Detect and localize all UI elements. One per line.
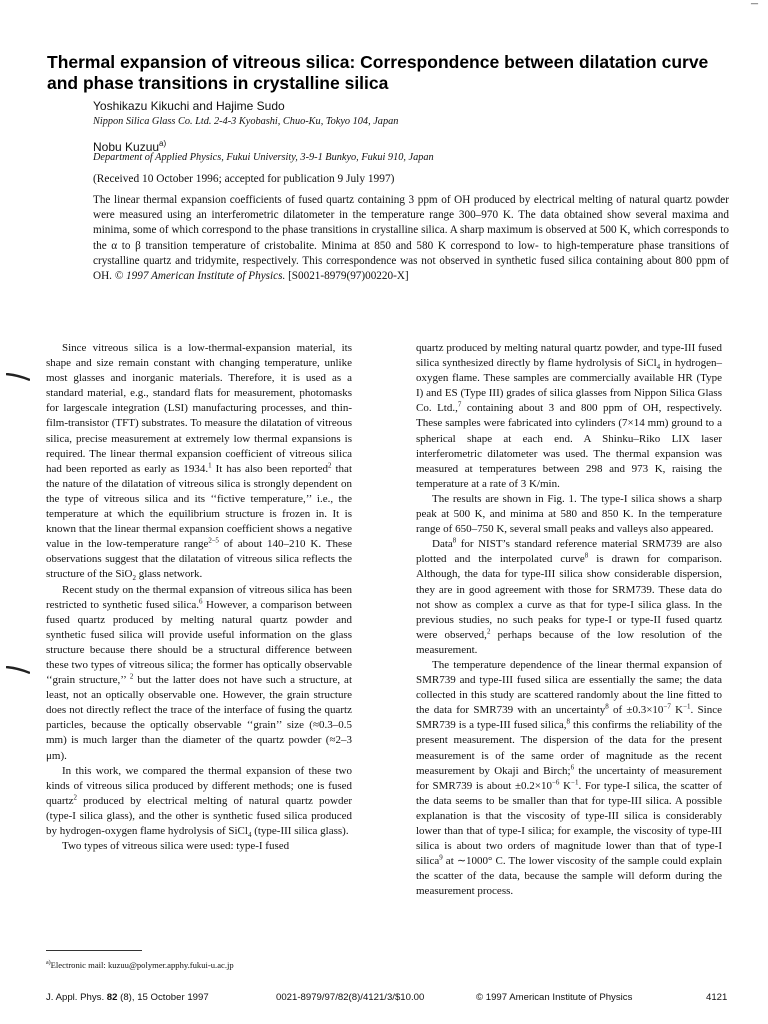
paragraph: The temperature dependence of the linear thermal expansion of SMR739 and type-III fused silica are essentially the same; the data collected in this study are scattered randomly about the line fitted to the data for SMR739 with an uncertainty$^8$ of $\pm 0.3\times 10^{-7}$ $K^{-1}$. Since SMR739 is a type-III fused silica,$^8$ this confirms the reliability of the present measurement. The dispersion of the data for the present measurement is of the same order of magnitude as the recent measurement by Okaji and Birch;$^6$ the uncertainty of measurement for SMR739 is about $\pm 0.2\times 10^{-6}$ $K^{-1}$. For type-I silica, the scatter of the data seems to be smaller than that for type-III silica. A possible explanation is that the viscosity of type-III silica is considerably lower than that of type-I silica; for example, the viscosity of type-III silica is about two orders of magnitude lower than that of type-I silica$^9$ at ∼1000° C. The lower viscosity of the sample could explain the scatter of the data, because the sample will deform during the measurement process.	[416, 658, 722, 898]
abstract-text: The linear thermal expansion coefficients of fused quartz containing 3 ppm of OH produced by electrical melting of natural quartz powder were measured using an interferometric dilatometer in the temperature range 300–970 K. The data obtained show several maxima and minima, some of which correspond to the phase transitions in crystalline silica. A sharp maximum is observed at 500 K, which corresponds to the α to β transition temperature of cristobalite. Minima at 850 and 580 K correspond to low- to high-temperature phase transitions of crystalline quartz and tridymite, respectively. This correspondence was not observed in synthetic fused silica containing about 800 ppm of OH.	[93, 194, 729, 283]
authors-line-1: Yoshikazu Kikuchi and Hajime Sudo	[93, 99, 285, 113]
paragraph: Two types of vitreous silica were used: type-I fused	[62, 840, 290, 853]
footnote-mark: a)	[46, 960, 51, 966]
footer-citation: J. Appl. Phys. 82 (8), 15 October 1997	[46, 992, 209, 1003]
footnote-rule	[46, 950, 142, 951]
affiliation-2: Department of Applied Physics, Fukui University, 3-9-1 Bunkyo, Fukui 910, Japan	[93, 152, 434, 163]
footnote-text: Electronic mail: kuzuu@polymer.apphy.fukui-u.ac.jp	[50, 959, 234, 970]
paragraph: Data$^8$ for NIST’s standard reference material SRM739 are also plotted and the interpolated curve$^8$ is drawn for comparison. Although, the data for type-III silica show considerable dispersion, they are in good agreement with those for SRM739. These data do not show as complex a curve as that for type-I silica glass. In the previous studies, no such peaks for type-I or type-II fused quartz were observed,$^2$ perhaps because of the low resolution of the measurement.	[416, 536, 722, 656]
author-footnote-mark: a)	[159, 139, 167, 148]
received-dates: (Received 10 October 1996; accepted for publication 9 July 1997)	[93, 173, 395, 185]
footnote	[46, 958, 366, 971]
footer-code: 0021-8979/97/82(8)/4121/3/$10.00	[276, 992, 425, 1003]
margin-tick-mark	[6, 373, 30, 381]
right-column	[416, 341, 722, 899]
page-number: 4121	[706, 992, 728, 1003]
article-title: Thermal expansion of vitreous silica: Correspondence between dilatation curve and phase transitions in crystalline silica	[47, 52, 709, 93]
abstract-copyright: © 1997 American Institute of Physics.	[114, 270, 286, 283]
paragraph: The results are shown in Fig. 1. The type-I silica shows a sharp peak at 500 K, and minima at 580 and 850 K. In the temperature range of 650–750 K, several small peaks and valleys also appeared.	[416, 492, 722, 536]
paragraph: Recent study on the thermal expansion of vitreous silica has been restricted to synthetic fused silica.$^6$ However, a comparison between fused quartz produced by melting natural quartz powder and synthetic fused silica will provide useful information on the glass structure because there should be a structural difference between these two types of vitreous silica; the former has optically observable ‘‘grain structure,’’ $^2$ but the latter does not have such a structure, at least, not an optically observable one. However, the grain structure does not directly reflect the trace of the interface of fusing the quartz particles, because the optically observable ‘‘grain’’ size (≈0.3–0.5 mm) is much larger than the diameter of the quartz powder (≈2–3 μm).	[46, 583, 352, 762]
abstract	[93, 193, 729, 284]
footer-copyright: © 1997 American Institute of Physics	[476, 992, 633, 1003]
abstract-code: [S0021-8979(97)00220-X]	[288, 270, 409, 283]
corner-mark: –	[751, 0, 758, 11]
affiliation-1: Nippon Silica Glass Co. Ltd. 2-4-3 Kyobashi, Chuo-Ku, Tokyo 104, Japan	[93, 116, 399, 127]
paragraph: quartz produced by melting natural quartz powder, and type-III fused silica synthesized directly by flame hydrolysis of SiCl$_4$ in hydrogen–oxygen flame. These samples are commercially available HR (Type I) and ES (Type III) grades of silica glasses from Nippon Silica Glass Co. Ltd.,$^7$ containing about 3 and 800 ppm of OH, respectively. These samples were fabricated into cylinders (7×14 mm) ground to a spherical shape at each end. A Shinku–Riko LIX laser interferometric dilatometer was used. The thermal expansion was measured at temperatures between 298 and 973 K, raising the temperature at a rate of 3 K/min.	[416, 342, 722, 490]
margin-tick-mark	[6, 666, 30, 674]
author-name: Nobu Kuzuu	[93, 140, 160, 154]
paragraph: Since vitreous silica is a low-thermal-expansion material, its shape and size remain constant with changing temperature, unlike most glasses and inorganic materials. Therefore, it is used as a standard material, e.g., standard flats for measurement, photomasks for largescale integration (LSI) manufacturing processes, and thin-film-transistor (TFT) substrates. To measure the dilatation of vitreous silica, precise measurement at extremely low thermal expansions is required. The linear thermal expansion coefficient of vitreous silica had been reported as early as 1934.$^1$ It has also been reported$^2$ that the nature of the dilatation of vitreous silica is strongly dependent on the type of vitreous silica and its ‘‘fictive temperature,’’ i.e., the temperature at which the equilibrium structure is frozen in. It is known that the linear thermal expansion coefficient shows a negative value in the low-temperature range$^{2-5}$ of about 140–210 K. These observations suggest that the dilatation of vitreous silica reflects the structure of the SiO$_2$ glass network.	[46, 342, 352, 583]
left-column	[46, 341, 352, 854]
paragraph: In this work, we compared the thermal expansion of these two kinds of vitreous silica produced by different methods; one is fused quartz$^2$ produced by electrical melting of natural quartz powder (type-I silica glass), and the other is synthetic fused silica produced by hydrogen-oxygen flame hydrolysis of SiCl$_4$ (type-III silica glass).	[46, 764, 352, 840]
